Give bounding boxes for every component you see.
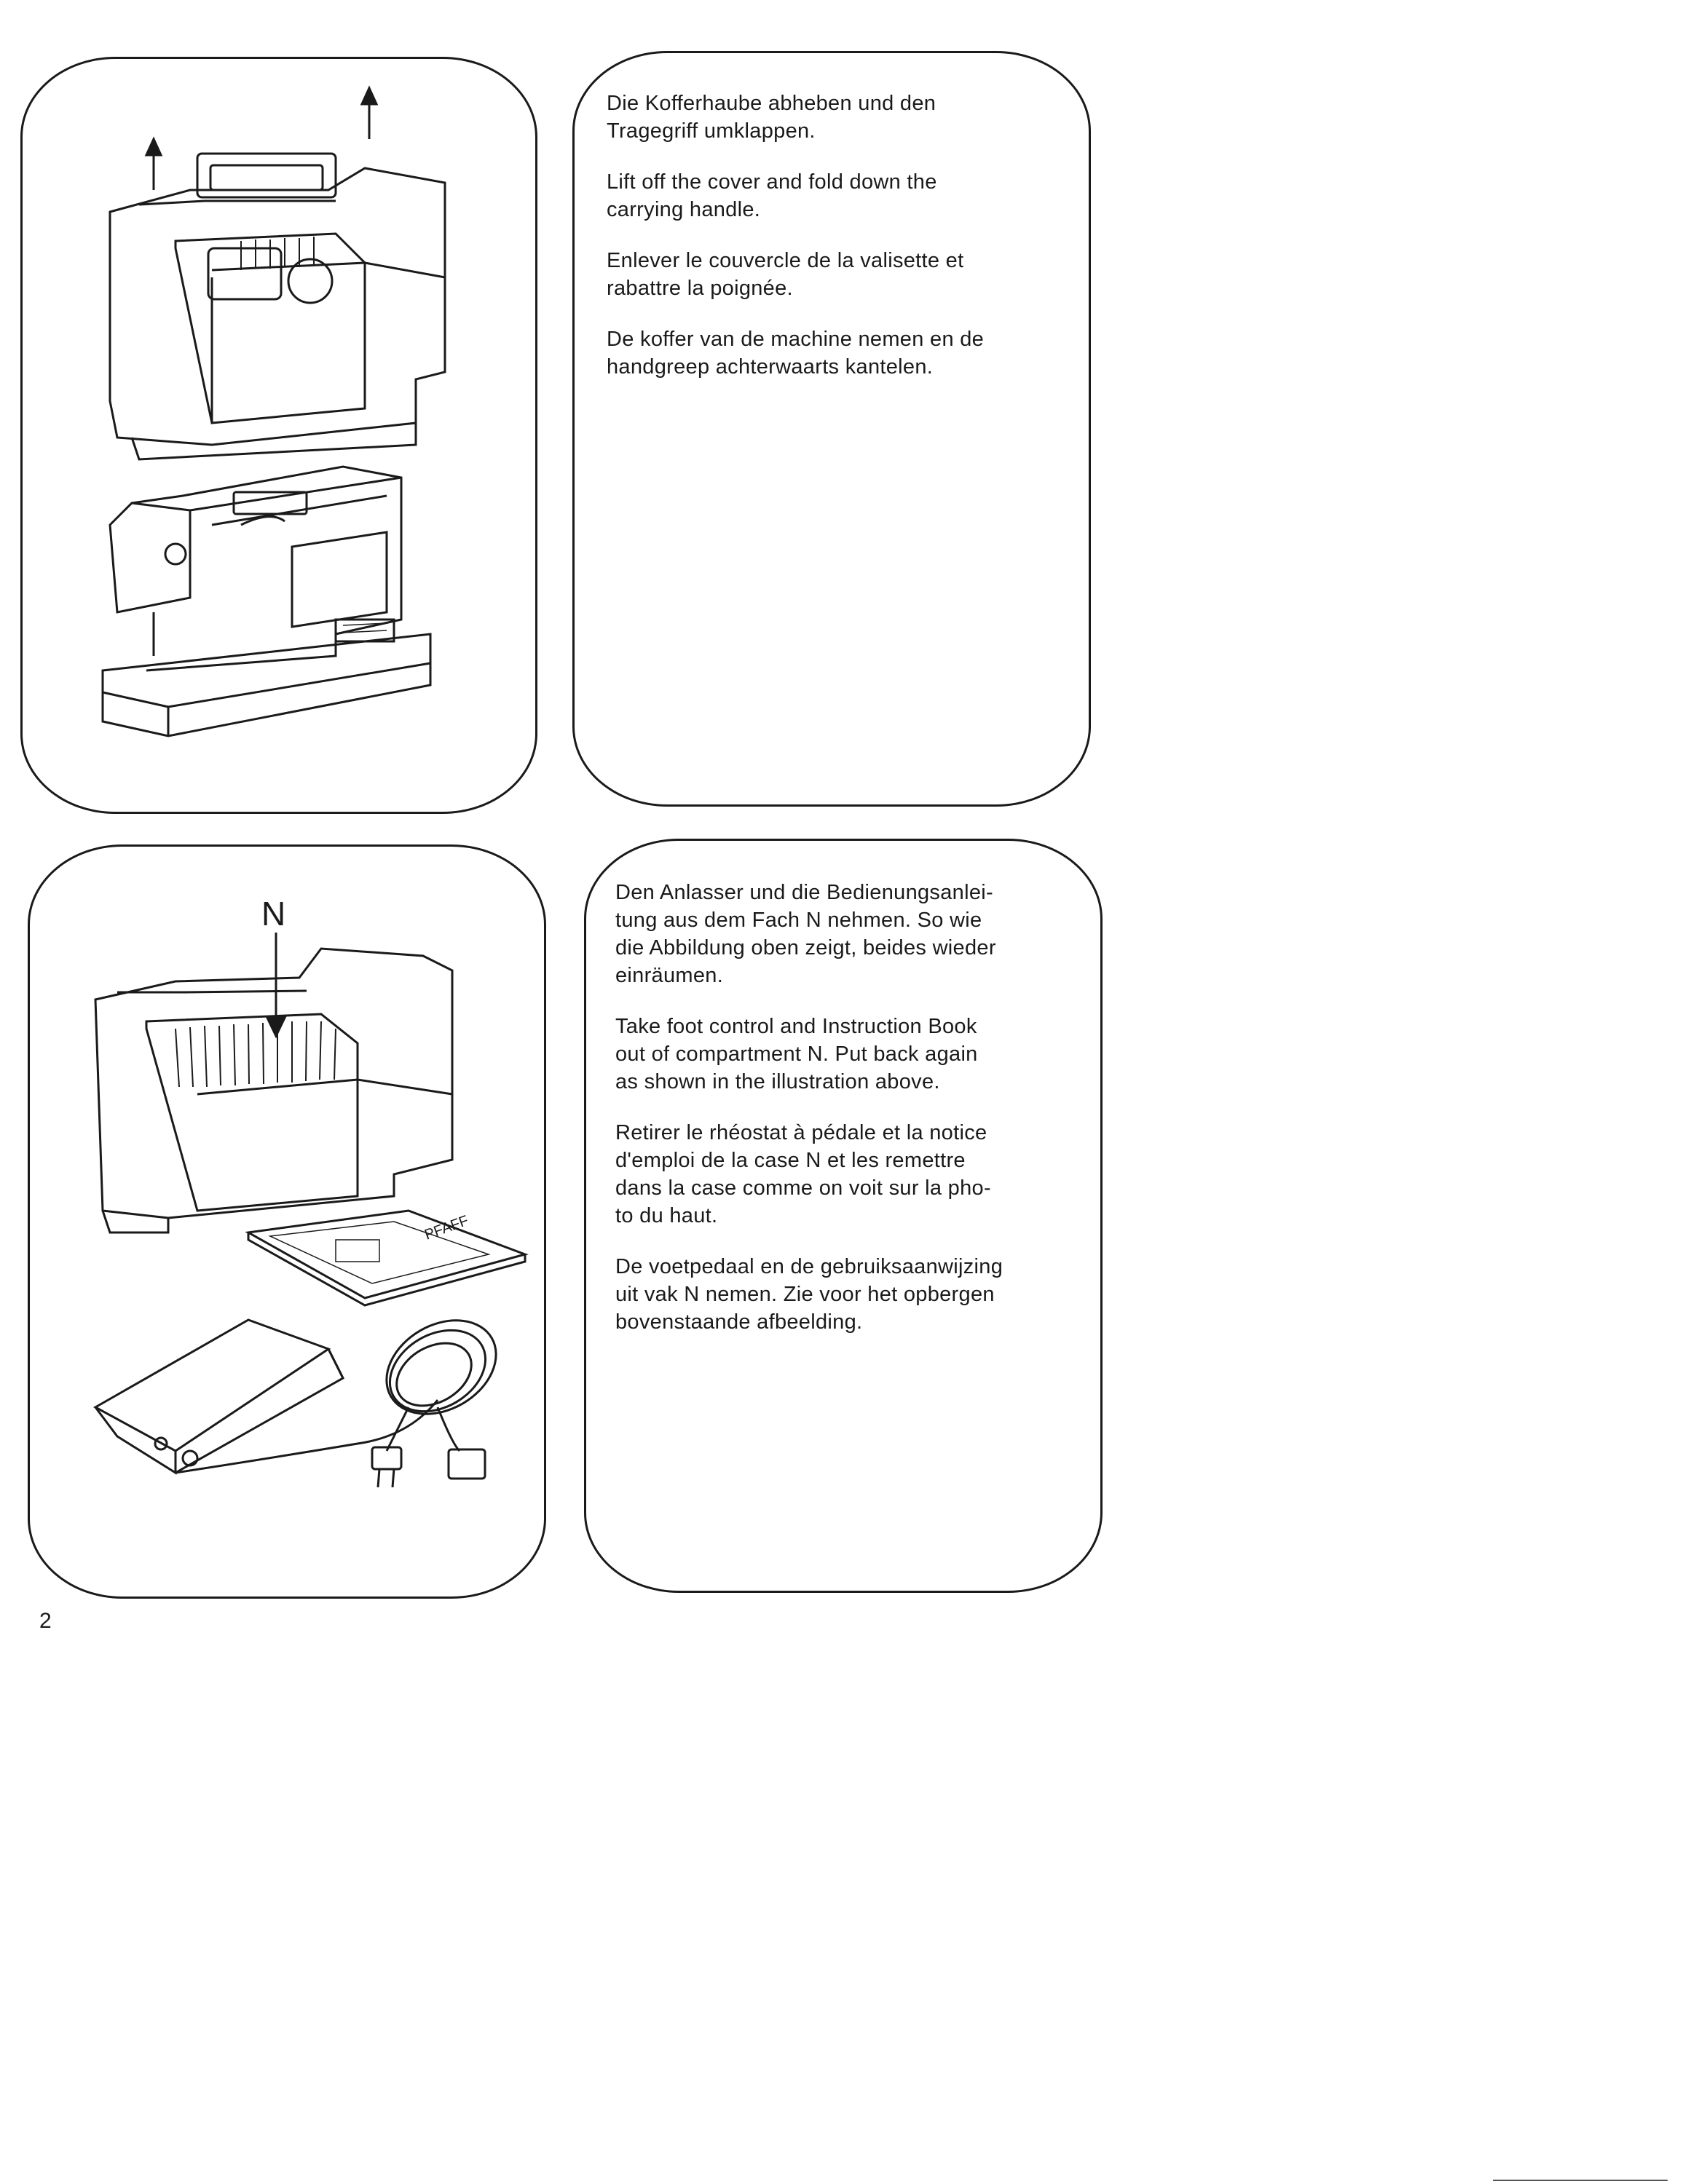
instruction-text <box>615 879 1078 1359</box>
instruction-text <box>607 90 1067 404</box>
compartment-label: N <box>261 895 286 933</box>
compartment-illustration <box>30 847 546 1599</box>
instruction-panel-cover-removal <box>572 51 1091 807</box>
instruction-french: Retirer le rhéostat à pédale et la notice d'emploi de la case N et les remettre dans la case comme on voit sur la pho- to du haut. <box>615 1121 991 1227</box>
instruction-dutch: De voetpedaal en de gebruiksaanwijzing uit vak N nemen. Zie voor het opbergen bovenstaande afbeelding. <box>615 1255 1003 1334</box>
illustration-panel-cover-removal <box>20 57 537 814</box>
instruction-german: Die Kofferhaube abheben und den Tragegriff umklappen. <box>607 92 936 143</box>
instruction-french: Enlever le couvercle de la valisette et rabattre la poignée. <box>607 249 964 300</box>
instruction-german: Den Anlasser und die Bedienungsanlei- tung aus dem Fach N nehmen. So wie die Abbildung oben zeigt, beides wieder einräumen. <box>615 881 996 987</box>
illustration-panel-compartment <box>28 844 546 1599</box>
pfaff-logo: PFAFF <box>422 1212 471 1243</box>
footer-rule <box>1493 2180 1668 2181</box>
instruction-panel-compartment <box>584 839 1103 1593</box>
arrow-down-icon <box>267 933 285 1036</box>
instruction-dutch: De koffer van de machine nemen en de handgreep achterwaarts kantelen. <box>607 328 985 379</box>
page-number: 2 <box>39 1609 52 1633</box>
instruction-english: Take foot control and Instruction Book out of compartment N. Put back again as shown in the illustration above. <box>615 1015 978 1093</box>
lift-arrow-icon <box>146 88 376 190</box>
sewing-machine-case-illustration <box>23 59 537 814</box>
instruction-english: Lift off the cover and fold down the carrying handle. <box>607 170 937 221</box>
